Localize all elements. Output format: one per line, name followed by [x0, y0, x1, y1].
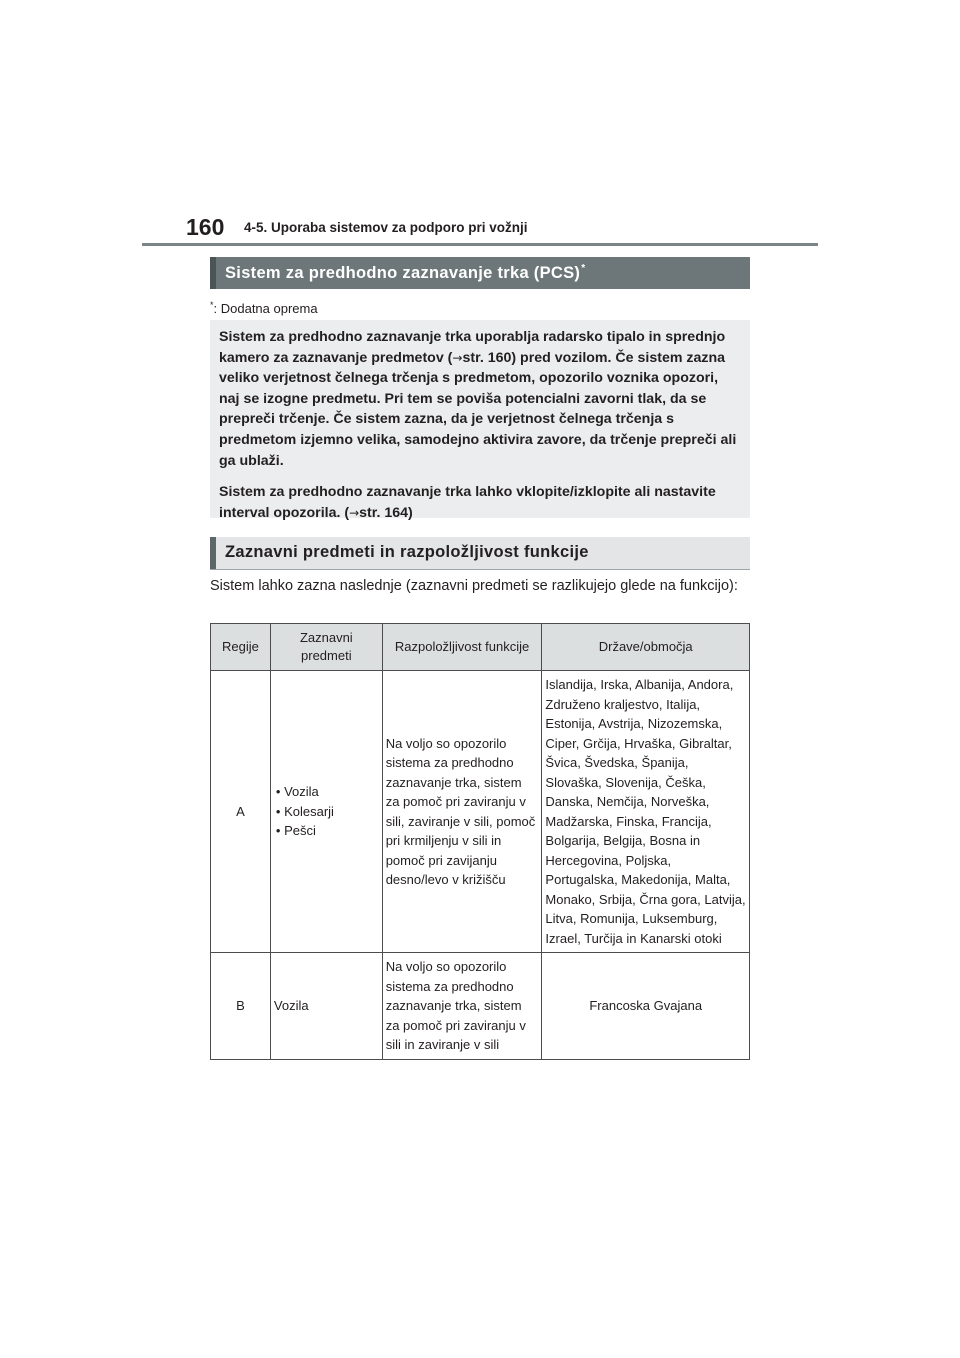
countries-cell: Francoska Gvajana	[542, 953, 750, 1060]
table-row	[211, 953, 750, 1060]
object-item: • Kolesarji	[276, 802, 379, 822]
footnote	[210, 300, 318, 316]
objects-cell: Vozila	[270, 953, 382, 1060]
intro-box	[210, 320, 750, 521]
object-item: • Pešci	[276, 821, 379, 841]
chapter-title: 4-5. Uporaba sistemov za podporo pri vožnji	[244, 220, 528, 235]
header-countries: Države/območja	[542, 624, 750, 671]
region-cell: B	[211, 953, 271, 1060]
optional-equipment-mark: *	[581, 263, 586, 274]
countries-cell: Islandija, Irska, Albanija, Andora, Združeno kraljestvo, Italija, Estonija, Avstrija, Nizozemska, Ciper, Grčija, Hrvaška, Gibraltar, Švica, Švedska, Španija, Slovaška, Slovenija, Češka, Danska, Nemčija, Norveška, Madžarska, Finska, Francija, Bolgarija, Belgija, Bosna in Hercegovina, Poljska, Portugalska, Makedonija, Malta, Monako, Srbija, Črna gora, Latvija, Litva, Romunija, Luksemburg, Izrael, Turčija in Kanarski otoki	[542, 671, 750, 953]
header-regions: Regije	[211, 624, 271, 671]
detect-paragraph: Sistem lahko zazna naslednje (zaznavni predmeti se razlikujejo glede na funkcijo):	[210, 578, 738, 594]
availability-cell: Na voljo so opozorilo sistema za predhodno zaznavanje trka, sistem za pomoč pri zaviranju v sili, zaviranje v sili, pomoč pri krmiljenju v sili in pomoč pri zavijanju desno/levo v križišču	[382, 671, 542, 953]
intro-paragraph-1: Sistem za predhodno zaznavanje trka uporablja radarsko tipalo in sprednjo kamero za zaznavanje predmetov (→str. 160) pred vozilom. Če sistem zazna veliko verjetnost čelnega trčenja s predmetom, opozorilo voznika opozori, naj se izogne predmetu. Pri tem se poviša potencialni zavorni tlak, da se prepreči trčenje. Če sistem zazna, da je verjetnost čelnega trčenja s predmetom izjemno velika, samodejno aktivira zavore, da trčenje prepreči ali ga ublaži.	[219, 329, 737, 469]
availability-cell: Na voljo so opozorilo sistema za predhodno zaznavanje trka, sistem za pomoč pri zaviranju v sili in zaviranje v sili	[382, 953, 542, 1060]
footnote-text: : Dodatna oprema	[213, 301, 318, 316]
page-ref-arrow-icon: →	[349, 505, 360, 520]
region-cell: A	[211, 671, 271, 953]
objects-cell	[270, 671, 382, 953]
detect-section-heading: Zaznavni predmeti in razpoložljivost funkcije	[210, 537, 750, 569]
object-item: • Vozila	[276, 782, 379, 802]
pcs-section-heading	[210, 257, 750, 289]
header-rule	[142, 243, 818, 246]
page-number: 160	[186, 214, 225, 240]
page-ref-arrow-icon: →	[452, 350, 463, 365]
header-objects: Zaznavni predmeti	[270, 624, 382, 671]
pcs-section-title: Sistem za predhodno zaznavanje trka (PCS)	[225, 264, 581, 282]
header-availability: Razpoložljivost funkcije	[382, 624, 542, 671]
availability-table	[210, 623, 750, 1060]
section-rule	[210, 569, 750, 570]
footnote-mark: *	[210, 300, 214, 310]
table-row	[211, 671, 750, 953]
table-header-row	[211, 624, 750, 671]
intro-paragraph-2: Sistem za predhodno zaznavanje trka lahko vklopite/izklopite ali nastavite interval opozorila. (→str. 164)	[219, 484, 716, 521]
